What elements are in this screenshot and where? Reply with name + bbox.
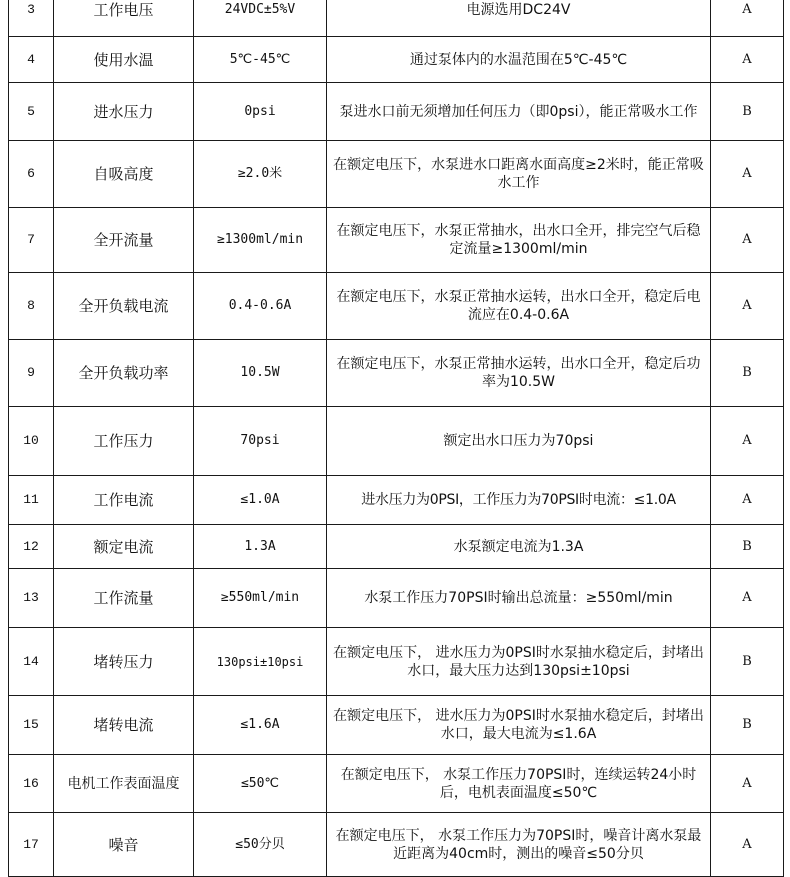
table-row — [9, 569, 784, 628]
table-row — [9, 755, 784, 813]
param-name: 工作电流 — [54, 476, 194, 525]
param-value: 130psi±10psi — [194, 628, 327, 696]
row-number: 8 — [9, 273, 54, 340]
param-name: 自吸高度 — [54, 141, 194, 208]
row-number: 4 — [9, 37, 54, 83]
table-row — [9, 208, 784, 273]
param-description: 进水压力为0PSI，工作压力为70PSI时电流：≤1.0A — [327, 476, 711, 525]
param-value: 24VDC±5%V — [194, 0, 327, 37]
row-number: 7 — [9, 208, 54, 273]
param-description: 在额定电压下，水泵进水口距离水面高度≥2米时，能正常吸水工作 — [327, 141, 711, 208]
table-row — [9, 37, 784, 83]
param-value: 10.5W — [194, 340, 327, 407]
param-description: 电源选用DC24V — [327, 0, 711, 37]
row-number: 14 — [9, 628, 54, 696]
param-description: 在额定电压下，水泵正常抽水运转，出水口全开，稳定后功率为10.5W — [327, 340, 711, 407]
param-description: 在额定电压下，水泵正常抽水，出水口全开，排完空气后稳定流量≥1300ml/min — [327, 208, 711, 273]
param-grade: A — [711, 208, 784, 273]
param-grade: A — [711, 273, 784, 340]
param-value: ≤50℃ — [194, 755, 327, 813]
param-grade: A — [711, 569, 784, 628]
row-number: 5 — [9, 83, 54, 141]
param-name: 堵转压力 — [54, 628, 194, 696]
param-grade: A — [711, 0, 784, 37]
param-name: 工作压力 — [54, 407, 194, 476]
param-name: 使用水温 — [54, 37, 194, 83]
param-value: 5℃-45℃ — [194, 37, 327, 83]
param-grade: A — [711, 476, 784, 525]
table-row — [9, 476, 784, 525]
param-grade: B — [711, 340, 784, 407]
table-row — [9, 273, 784, 340]
param-value: ≤50分贝 — [194, 813, 327, 877]
table-row — [9, 525, 784, 569]
param-value: ≤1.0A — [194, 476, 327, 525]
row-number: 11 — [9, 476, 54, 525]
param-description: 在额定电压下，水泵正常抽水运转，出水口全开，稳定后电流应在0.4-0.6A — [327, 273, 711, 340]
spec-table — [8, 0, 784, 877]
param-grade: B — [711, 628, 784, 696]
param-description: 在额定电压下， 进水压力为0PSI时水泵抽水稳定后，封堵出水口，最大电流为≤1.6A — [327, 696, 711, 755]
param-grade: A — [711, 407, 784, 476]
param-value: ≥1300ml/min — [194, 208, 327, 273]
param-description: 额定出水口压力为70psi — [327, 407, 711, 476]
row-number: 16 — [9, 755, 54, 813]
row-number: 3 — [9, 0, 54, 37]
param-name: 全开负载电流 — [54, 273, 194, 340]
param-name: 工作电压 — [54, 0, 194, 37]
param-description: 水泵工作压力70PSI时输出总流量：≥550ml/min — [327, 569, 711, 628]
param-value: ≥550ml/min — [194, 569, 327, 628]
table-row — [9, 141, 784, 208]
param-name: 堵转电流 — [54, 696, 194, 755]
param-name: 全开负载功率 — [54, 340, 194, 407]
param-description: 在额定电压下， 进水压力为0PSI时水泵抽水稳定后，封堵出水口，最大压力达到130psi±10psi — [327, 628, 711, 696]
param-value: 70psi — [194, 407, 327, 476]
param-name: 电机工作表面温度 — [54, 755, 194, 813]
row-number: 10 — [9, 407, 54, 476]
param-description: 通过泵体内的水温范围在5℃-45℃ — [327, 37, 711, 83]
table-row — [9, 407, 784, 476]
param-name: 进水压力 — [54, 83, 194, 141]
row-number: 15 — [9, 696, 54, 755]
param-value: 0.4-0.6A — [194, 273, 327, 340]
param-description: 在额定电压下， 水泵工作压力为70PSI时，噪音计离水泵最近距离为40cm时，测出的噪音≤50分贝 — [327, 813, 711, 877]
param-value: ≥2.0米 — [194, 141, 327, 208]
param-grade: A — [711, 813, 784, 877]
param-description: 水泵额定电流为1.3A — [327, 525, 711, 569]
param-value: 1.3A — [194, 525, 327, 569]
param-grade: B — [711, 83, 784, 141]
table-row — [9, 0, 784, 37]
param-value: 0psi — [194, 83, 327, 141]
row-number: 6 — [9, 141, 54, 208]
param-grade: A — [711, 755, 784, 813]
table-row — [9, 628, 784, 696]
table-row — [9, 83, 784, 141]
param-value: ≤1.6A — [194, 696, 327, 755]
table-row — [9, 696, 784, 755]
param-grade: B — [711, 525, 784, 569]
param-grade: A — [711, 141, 784, 208]
row-number: 17 — [9, 813, 54, 877]
param-description: 泵进水口前无须增加任何压力（即0psi），能正常吸水工作 — [327, 83, 711, 141]
row-number: 12 — [9, 525, 54, 569]
param-name: 全开流量 — [54, 208, 194, 273]
param-name: 噪音 — [54, 813, 194, 877]
table-row — [9, 340, 784, 407]
param-grade: A — [711, 37, 784, 83]
param-grade: B — [711, 696, 784, 755]
param-description: 在额定电压下， 水泵工作压力70PSI时，连续运转24小时后，电机表面温度≤50℃ — [327, 755, 711, 813]
table-row — [9, 813, 784, 877]
param-name: 额定电流 — [54, 525, 194, 569]
row-number: 9 — [9, 340, 54, 407]
param-name: 工作流量 — [54, 569, 194, 628]
row-number: 13 — [9, 569, 54, 628]
